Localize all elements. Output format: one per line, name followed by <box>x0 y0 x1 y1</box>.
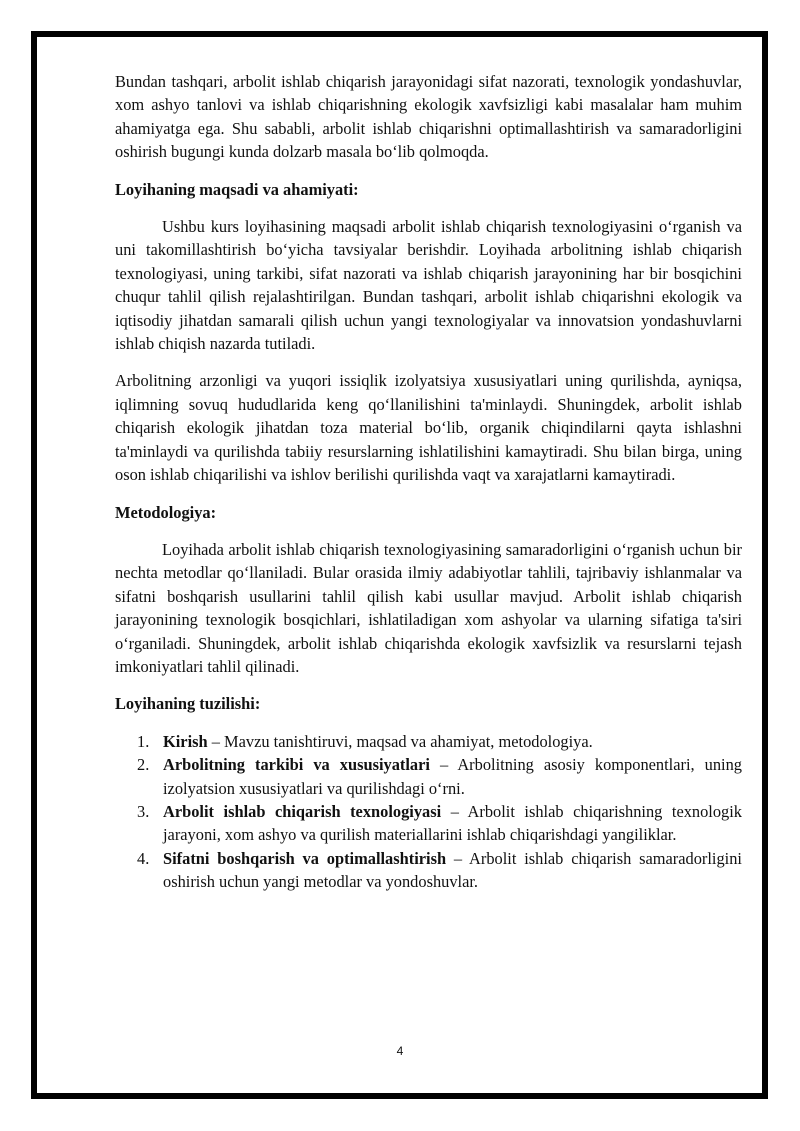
list-item <box>115 847 742 894</box>
list-item-text: – Arbolitning asosiy komponentlari, uning izolyatsion xususiyatlari va qurilishdagi o‘rni. <box>163 755 742 798</box>
list-item <box>115 730 742 753</box>
list-item-text: – Mavzu tanishtiruvi, maqsad va ahamiyat, metodologiya. <box>207 731 593 751</box>
intro-paragraph: Bundan tashqari, arbolit ishlab chiqarish jarayonidagi sifat nazorati, texnologik yondashuvlar, xom ashyo tanlovi va ishlab chiqarishning ekologik xavfsizligi kabi masalalar ham muhim ahamiyatga ega. Shu sababli, arbolit ishlab chiqarishni optimallashtirish va samaradorligini oshirish bugungi kunda dolzarb masala bo‘lib qolmoqda. <box>115 72 742 162</box>
structure-list <box>115 730 742 894</box>
list-item-number: 3. <box>137 801 150 821</box>
structure-heading: Loyihaning tuzilishi: <box>115 694 261 714</box>
list-item-term: Kirish <box>163 731 208 751</box>
methodology-paragraph: Loyihada arbolit ishlab chiqarish texnologiyasining samaradorligini o‘rganish uchun bir nechta metodlar qo‘llaniladi. Bular orasida ilmiy adabiyotlar tahlili, tajribaviy ishlanmalar va sifatni boshqarish usullarini tahlil qilish kabi usullar mavjud. Arbolit ishlab chiqarish jarayonining texnologik bosqichlari, ishlatiladigan xom ashyolar va ularning sifatiga ta'siri o‘rganiladi. Shuningdek, arbolit ishlab chiqarishda ekologik xavfsizlik va resurslarni tejash imkoniyatlari tahlil qilinadi. <box>115 539 742 676</box>
document-body <box>115 70 742 894</box>
goal-paragraph-2: Arbolitning arzonligi va yuqori issiqlik izolyatsiya xususiyatlari uning qurilishda, ayniqsa, iqlimning sovuq hududlarida keng qo‘llanilishini ta'minlaydi. Shuningdek, arbolit ishlab chiqarish ekologik jihatdan toza material bo‘lib, organik chiqindilarni qayta ishlashni ta'minlaydi va qurilishda tabiiy resurslarning ishlatilishini kamaytiradi. Shu bilan birga, uning oson ishlab chiqarilishi va ishlov berilishi qurilishda vaqt va xarajatlarni kamaytiradi. <box>115 371 742 485</box>
list-item-text: – Arbolit ishlab chiqarish samaradorligini oshirish uchun yangi metodlar va yondoshuvlar. <box>163 848 742 892</box>
page-number: 4 <box>396 1044 404 1058</box>
goal-heading: Loyihaning maqsadi va ahamiyati: <box>115 179 359 199</box>
list-item-text: – Arbolit ishlab chiqarishning texnologik jarayoni, xom ashyo va qurilish materiallarini ishlab chiqarishdagi yangiliklar. <box>163 801 742 845</box>
list-item <box>115 800 742 847</box>
list-item-number: 2. <box>137 755 150 775</box>
methodology-heading: Metodologiya: <box>115 502 217 522</box>
list-item <box>115 753 742 800</box>
list-item-number: 4. <box>137 848 150 868</box>
list-item-number: 1. <box>137 731 150 751</box>
goal-paragraph-1: Ushbu kurs loyihasining maqsadi arbolit ishlab chiqarish texnologiyasini o‘rganish va uni takomillashtirish bo‘yicha tavsiyalar berishdir. Loyihada arbolitning ishlab chiqarish texnologiyasi, uning tarkibi, sifat nazorati va ishlab chiqarish jarayonining har bir bosqichini chuqur tahlil qilish rejalashtirilgan. Bundan tashqari, arbolit ishlab chiqarishni ekologik va iqtisodiy jihatdan samarali qilish uchun yangi texnologiyalar va innovatsion yondashuvlarni ishlab chiqish nazarda tutiladi. <box>115 217 742 354</box>
list-item-term: Arbolit ishlab chiqarish texnologiyasi <box>163 801 442 821</box>
list-item-term: Arbolitning tarkibi va xususiyatlari <box>163 755 430 775</box>
list-item-term: Sifatni boshqarish va optimallashtirish <box>163 848 447 868</box>
